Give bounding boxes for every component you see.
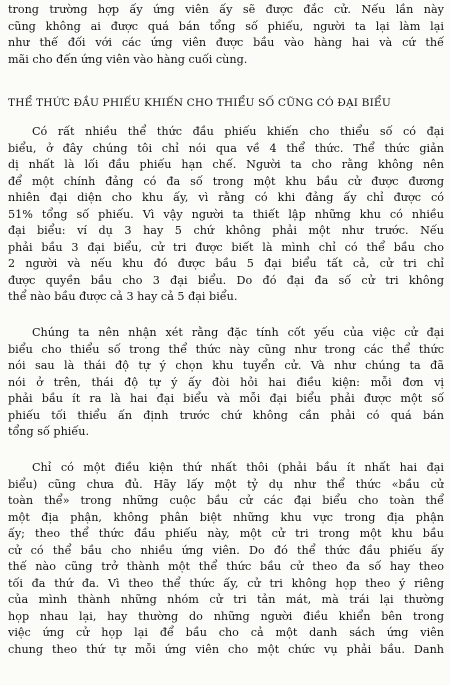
text-line: biểu, ở đây chúng tôi chỉ nói qua về 4 thể thức. Thể thức giản [8, 141, 444, 155]
text-line: để một chính đảng có đa số trong một khu bầu cử được đương [8, 174, 444, 188]
paragraph-limited-vote [8, 124, 444, 306]
text-line: một địa phận, không phân biệt những khu vực trong địa phận [8, 510, 444, 524]
text-line: cử có thể bầu cho nhiều ứng viên. Do đó thể thức đầu phiếu ấy [8, 543, 444, 557]
text-line: phiếu tối thiểu ấn định trước chứ không cần phải có quá bán [8, 408, 444, 422]
text-line: toàn thể» trong những cuộc bầu cử các đại biểu cho toàn thể [8, 494, 444, 508]
text-line: trong trường hợp ấy ứng viên ấy sẽ được đắc cử. Nếu lần này [8, 3, 444, 16]
text-line: thế nào cũng trở thành một thể thức bầu cử theo đa số hay theo [8, 560, 444, 574]
paragraph-general-ticket [8, 460, 444, 659]
text-line: nhiên đại diện cho khu ấy, vì rằng có khi đảng ấy chỉ được có [8, 191, 444, 205]
text-line: 2 người và nếu khu đó được bầu 5 đại biểu tất cả, cử tri chỉ [8, 257, 444, 271]
text-line: của mình thành những nhóm cử tri tản mát, mà trái lại thường [8, 593, 444, 607]
text-line: ấy; theo thể thức đầu phiếu này, một cử tri trong một khu bầu [8, 527, 444, 541]
paragraph-continuation [8, 2, 444, 68]
text-line: tối đa thứ đa. Vì theo thể thức ấy, cử tri không họp theo ý riêng [8, 576, 444, 590]
paragraph-conditions [8, 325, 444, 441]
text-line: việc ứng cử họp lại để bầu cho cả một danh sách ứng viên [8, 626, 444, 640]
text-line: Chỉ có một điều kiện thứ nhất thôi (phải bầu ít nhất hai đại [32, 461, 444, 474]
text-line: dị nhất là lối đầu phiếu hạn chế. Người ta cho rằng không nên [8, 158, 444, 172]
text-line: như thế đối với các ứng viên được bầu vào hàng hai và cứ thế [8, 36, 444, 50]
text-line: đại biểu: ví dụ 3 hay 5 chứ không phải một như trước. Nếu [8, 224, 444, 238]
text-line: phải bầu 3 đại biểu, cử tri được biết là mình chỉ có thể bầu cho [8, 240, 444, 254]
text-line: được quyền bầu cho 3 đại biểu. Do đó đại đa số cử tri không [8, 273, 444, 287]
text-line: nói ở trên, thái độ tự ý ấy đòi hỏi hai điều kiện: mỗi đơn vị [8, 375, 444, 389]
text-line: 51% tổng số phiếu. Vì vậy người ta thiết lập những khu có nhiều [8, 207, 444, 221]
text-line: chung theo thứ tự mỗi ứng viên cho một chức vụ phải bầu. Danh [8, 643, 444, 657]
text-line: Chúng ta nên nhận xét rằng đặc tính cốt yếu của việc cử đại [32, 326, 444, 339]
text-line: biểu) cũng chưa đủ. Hãy lấy một tỷ dụ như thể thức «bầu cử [8, 477, 444, 491]
text-line: cũng không ai được quá bán tổng số phiếu, người ta lại làm lại [8, 19, 444, 33]
section-heading: THỂ THỨC ĐẦU PHIẾU KHIẾN CHO THIỂU SỐ CŨNG CÓ ĐẠI BIỂU [8, 97, 391, 109]
text-line: thể nào bầu được cả 3 hay cả 5 đại biểu. [8, 290, 238, 304]
text-line: nói sau là thái độ tự ý chọn khu tuyển cử. Và như chúng ta đã [8, 359, 444, 373]
text-line: biểu cho thiểu số trong thể thức này cũng như trong các thể thức [8, 342, 444, 356]
text-line: họp nhau lại, hay thường do những người điều khiển bên trong [8, 609, 444, 623]
text-line: Có rất nhiều thể thức đầu phiếu khiến cho thiểu số có đại [32, 125, 444, 138]
text-line: mãi cho đến ứng viên vào hàng cuối cùng. [8, 52, 248, 66]
text-line: phải bầu ít ra là hai đại biểu và mỗi đại biểu phải được một số [8, 392, 444, 406]
text-line: tổng số phiếu. [8, 425, 89, 439]
